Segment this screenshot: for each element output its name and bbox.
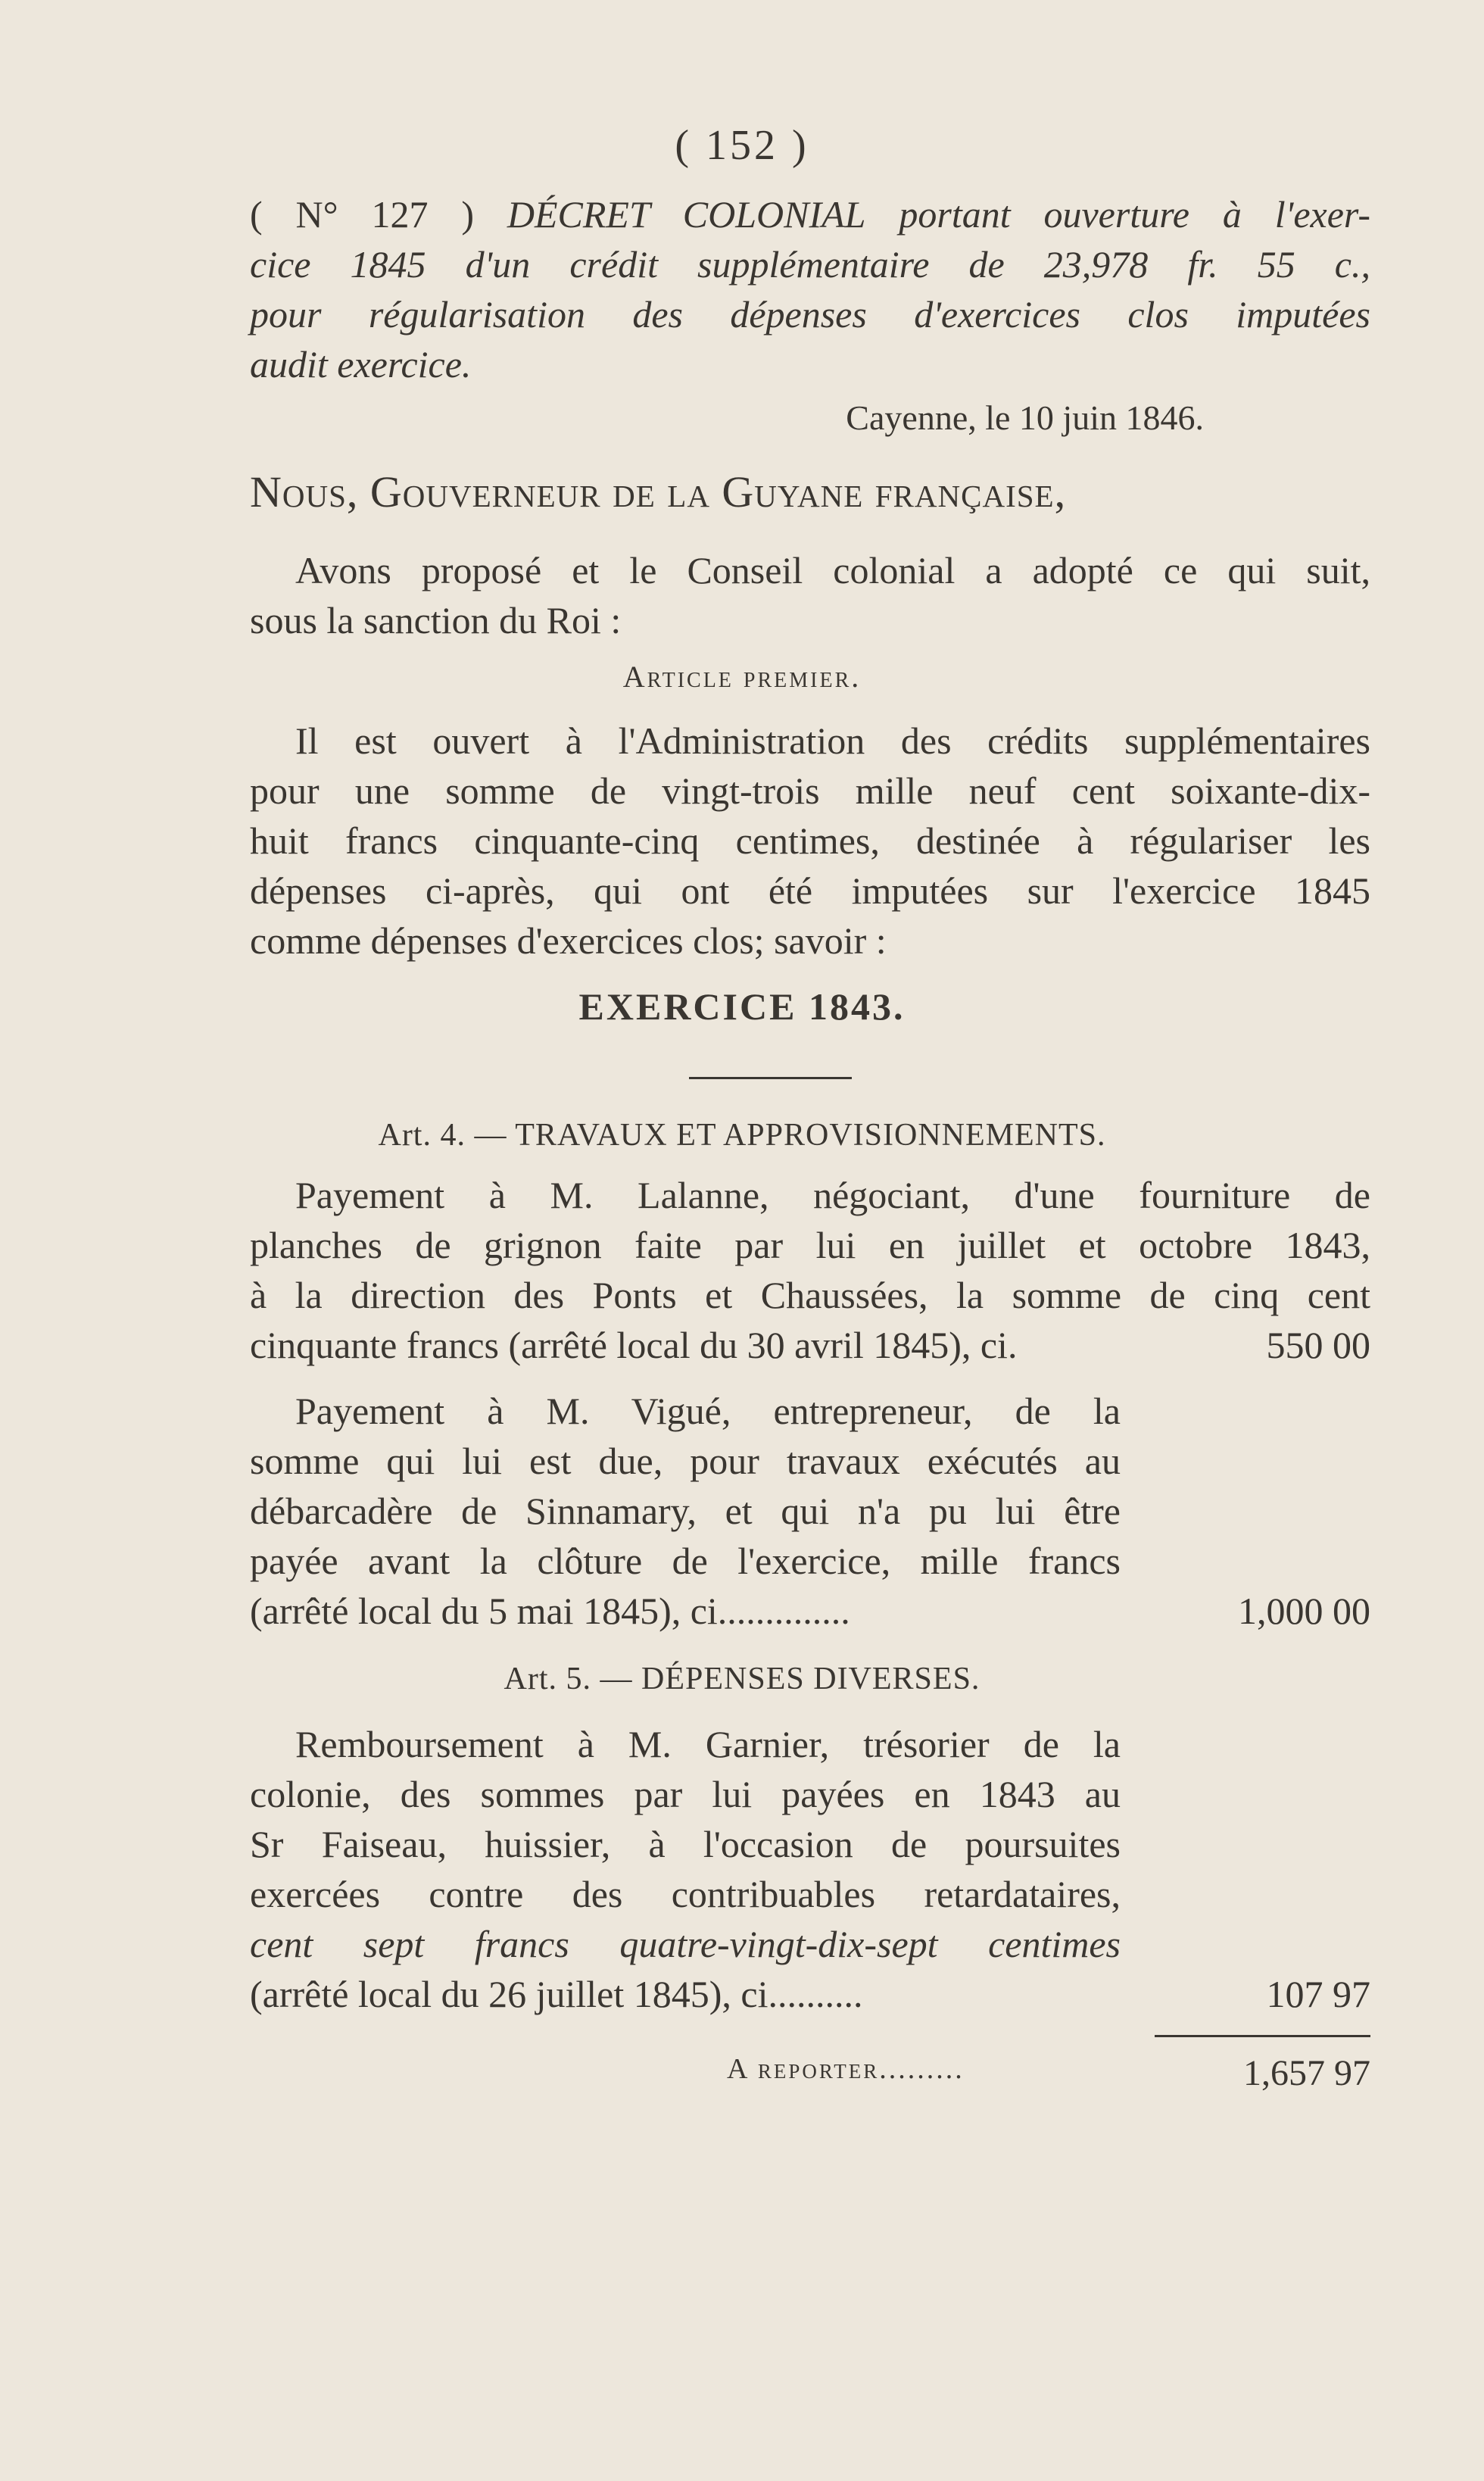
item-line: exercées contre des contribuables retardataires, [250, 1873, 1121, 1915]
item-line: planches de grignon faite par lui en juillet et octobre 1843, [250, 1224, 1370, 1266]
title-line: pour régularisation des dépenses d'exercices clos imputées [250, 293, 1370, 335]
article-line: dépenses ci-après, qui ont été imputées sur l'exercice 1845 [250, 869, 1370, 912]
article-line: huit francs cinquante-cinq centimes, destinée à régulariser les [250, 819, 1370, 862]
decree-date: Cayenne, le 10 juin 1846. [846, 398, 1204, 437]
title-line: audit exercice. [250, 343, 472, 385]
item-amount: 107 97 [1266, 1973, 1370, 2015]
item-line: payée avant la clôture de l'exercice, mille francs [250, 1540, 1121, 1582]
expense-item-lalanne [250, 1170, 1370, 1370]
item-line: Sr Faiseau, huissier, à l'occasion de poursuites [250, 1823, 1121, 1865]
intro-paragraph [250, 545, 1370, 645]
decree-title [250, 189, 1370, 389]
article-line: Il est ouvert à l'Administration des crédits supplémentaires [295, 719, 1370, 762]
item-line: (arrêté local du 26 juillet 1845), ci.......... [250, 1973, 863, 2015]
report-amount: 1,657 97 [1243, 2053, 1370, 2093]
item-line: colonie, des sommes par lui payées en 1843 au [250, 1773, 1121, 1815]
item-line: à la direction des Ponts et Chaussées, la somme de cinq cent [250, 1274, 1370, 1316]
decree-heading: DÉCRET COLONIAL [507, 193, 866, 236]
article-premier-body [250, 716, 1370, 966]
article-line: comme dépenses d'exercices clos; savoir : [250, 919, 887, 962]
title-line: cice 1845 d'un crédit supplémentaire de 23,978 fr. 55 c., [250, 243, 1370, 286]
intro-line: sous la sanction du Roi : [250, 599, 622, 641]
article-line: pour une somme de vingt-trois mille neuf cent soixante-dix- [250, 769, 1370, 812]
article-premier-heading: Article premier. [622, 660, 862, 694]
exercice-heading: EXERCICE 1843. [578, 985, 906, 1028]
art5-heading: Art. 5. — DÉPENSES DIVERSES. [504, 1662, 980, 1696]
sum-rule [1155, 2035, 1370, 2037]
title-line: portant ouverture à l'exer- [899, 193, 1371, 236]
report-row [727, 2052, 1370, 2094]
item-line: (arrêté local du 5 mai 1845), ci.............. [250, 1590, 850, 1632]
item-line: Payement à M. Lalanne, négociant, d'une fourniture de [295, 1174, 1370, 1216]
intro-line: Avons proposé et le Conseil colonial a adopté ce qui suit, [295, 549, 1370, 591]
item-line: Remboursement à M. Garnier, trésorier de la [295, 1723, 1121, 1765]
item-line: Payement à M. Vigué, entrepreneur, de la [295, 1390, 1121, 1432]
title-line-1 [250, 189, 1370, 239]
page-number: ( 152 ) [675, 122, 809, 169]
item-amount: 550 00 [1266, 1324, 1370, 1366]
divider-rule [689, 1077, 852, 1079]
item-line: cinquante francs (arrêté local du 30 avril 1845), ci. [250, 1324, 1018, 1366]
declaration: Nous, Gouverneur de la Guyane française, [250, 467, 1067, 516]
report-label: A reporter......... [727, 2053, 965, 2085]
expense-item-garnier [250, 1719, 1370, 2019]
expense-item-vigue [250, 1386, 1370, 1636]
art4-heading: Art. 4. — TRAVAUX ET APPROVISIONNEMENTS. [378, 1118, 1106, 1153]
decree-number: ( N° 127 ) [250, 193, 475, 236]
item-amount: 1,000 00 [1238, 1590, 1370, 1632]
item-line: cent sept francs quatre-vingt-dix-sept centimes [250, 1923, 1121, 1965]
item-line: somme qui lui est due, pour travaux exécutés au [250, 1440, 1121, 1482]
item-line: débarcadère de Sinnamary, et qui n'a pu lui être [250, 1490, 1121, 1532]
